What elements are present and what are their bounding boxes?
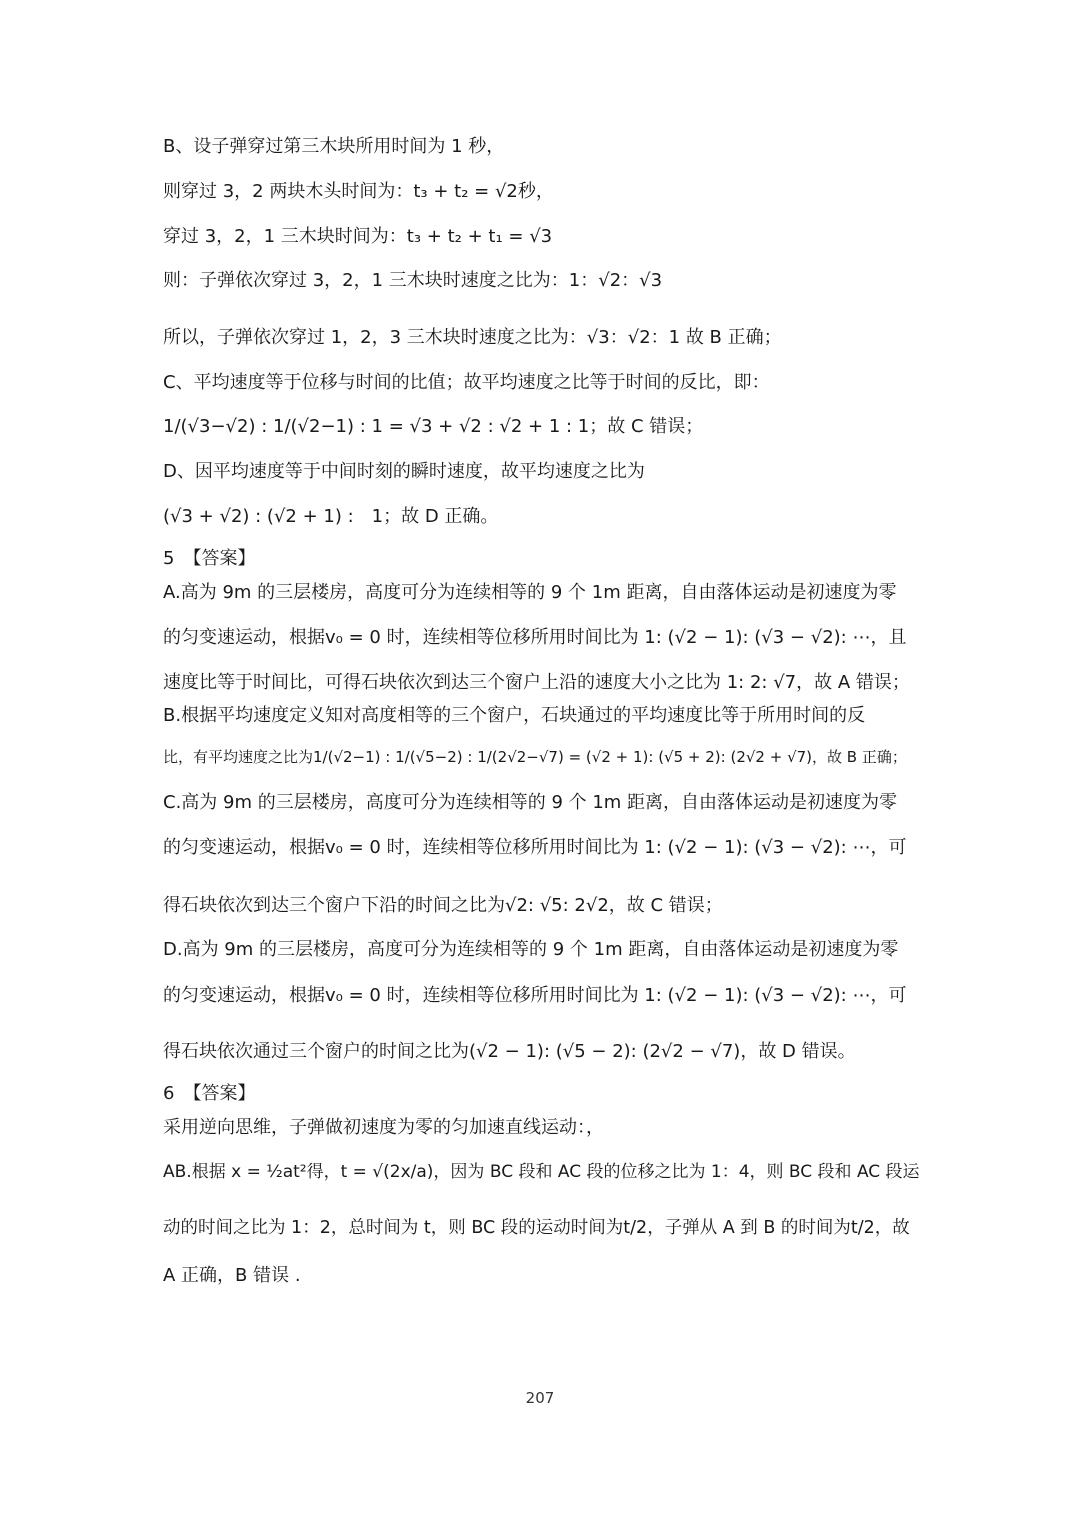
text-line: D、因平均速度等于中间时刻的瞬时速度，故平均速度之比为	[163, 461, 645, 482]
text-line: 的匀变速运动，根据v₀ = 0 时，连续相等位移所用时间比为 1: (√2 − 1): (√3 − √2): ⋯，且	[163, 627, 907, 648]
text-line: 的匀变速运动，根据v₀ = 0 时，连续相等位移所用时间比为 1: (√2 − 1): (√3 − √2): ⋯，可	[163, 837, 907, 858]
text-line: 1/(√3−√2) : 1/(√2−1) : 1 = √3 + √2 : √2 + 1 : 1；故 C 错误；	[163, 416, 704, 437]
text-line: 速度比等于时间比，可得石块依次到达三个窗户上沿的速度大小之比为 1: 2: √7，故 A 错误；	[163, 672, 910, 693]
text-line: D.高为 9m 的三层楼房，高度可分为连续相等的 9 个 1m 距离，自由落体运动是初速度为零	[163, 939, 899, 960]
text-line: B、设子弹穿过第三木块所用时间为 1 秒，	[163, 136, 505, 157]
section-heading: 5 【答案】	[163, 548, 256, 569]
text-line: 比，有平均速度之比为1/(√2−1) : 1/(√5−2) : 1/(2√2−√7) = (√2 + 1): (√5 + 2): (2√2 + √7)，故 B 正确；	[163, 748, 907, 766]
text-line: A 正确，B 错误 .	[163, 1265, 301, 1286]
text-line: 的匀变速运动，根据v₀ = 0 时，连续相等位移所用时间比为 1: (√2 − 1): (√3 − √2): ⋯，可	[163, 985, 907, 1006]
text-line: C.高为 9m 的三层楼房，高度可分为连续相等的 9 个 1m 距离，自由落体运动是初速度为零	[163, 792, 898, 813]
text-line: 穿过 3，2，1 三木块时间为：t₃ + t₂ + t₁ = √3	[163, 226, 553, 247]
text-line: 动的时间之比为 1：2，总时间为 t，则 BC 段的运动时间为t/2，子弹从 A 到 B 的时间为t/2，故	[163, 1218, 910, 1238]
text-line: A.高为 9m 的三层楼房，高度可分为连续相等的 9 个 1m 距离，自由落体运动是初速度为零	[163, 582, 897, 603]
text-line: 所以，子弹依次穿过 1，2，3 三木块时速度之比为：√3：√2：1 故 B 正确；	[163, 327, 782, 348]
text-line: 得石块依次通过三个窗户的时间之比为(√2 − 1): (√5 − 2): (2√2 − √7)，故 D 错误。	[163, 1041, 856, 1062]
section-heading: 6 【答案】	[163, 1083, 256, 1104]
text-line: 则穿过 3，2 两块木头时间为：t₃ + t₂ = √2秒，	[163, 181, 554, 202]
text-line: 得石块依次到达三个窗户下沿的时间之比为√2: √5: 2√2，故 C 错误；	[163, 895, 723, 916]
text-line: (√3 + √2) : (√2 + 1) : 1；故 D 正确。	[163, 506, 499, 527]
text-line: AB.根据 x = ½at²得，t = √(2x/a)，因为 BC 段和 AC 段的位移之比为 1：4，则 BC 段和 AC 段运	[163, 1162, 920, 1182]
text-line: C、平均速度等于位移与时间的比值；故平均速度之比等于时间的反比，即：	[163, 372, 770, 393]
text-line: 则：子弹依次穿过 3，2，1 三木块时速度之比为：1：√2：√3	[163, 270, 663, 291]
text-line: B.根据平均速度定义知对高度相等的三个窗户，石块通过的平均速度比等于所用时间的反	[163, 705, 866, 726]
text-line: 采用逆向思维，子弹做初速度为零的匀加速直线运动：，	[163, 1117, 604, 1138]
page-number: 207	[525, 1389, 555, 1407]
